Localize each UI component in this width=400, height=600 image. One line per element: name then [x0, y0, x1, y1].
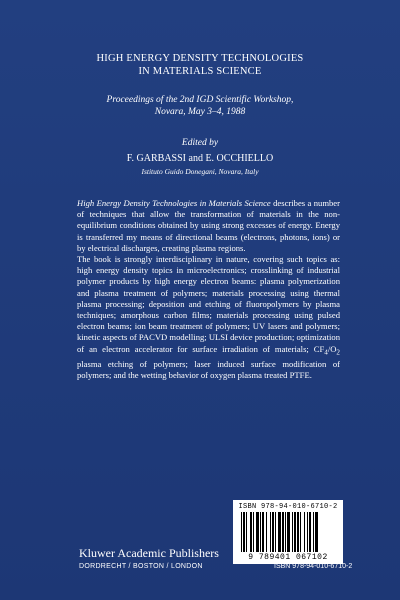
- formula-mid: /O: [327, 343, 337, 354]
- title-line-1: HIGH ENERGY DENSITY TECHNOLOGIES: [96, 53, 304, 64]
- barcode-number: 9 789401 067102: [248, 553, 328, 562]
- description-paragraph-1: [77, 198, 340, 254]
- cf-subscript: 4: [324, 348, 328, 357]
- publisher-cities: DORDRECHT / BOSTON / LONDON: [79, 563, 203, 570]
- description-paragraph-2-text-a: The book is strongly interdisciplinary in nature, covering such topics as: high energy density topics in microelectronics; crosslinking of industrial polymer products by high energy electron beams: plasma polymerization and plasma treatment of polymers; materials processing using thermal plasma processing; deposition and etching of fluoropolymers by plasma techniques; amorphous carbon films; materials processing using pulsed electron beams; ion beam treatment of polymers; UV lasers and polymers; kinetic aspects of PACVD modelling; ULSI device production; optimization of an electron accelerator for surface irradiation of materials; CF: [77, 254, 340, 354]
- barcode: [233, 500, 343, 564]
- o-subscript: 2: [336, 348, 340, 357]
- description-paragraph-1-text: describes a number of techniques that allow the transformation of materials in the non-equilibrium conditions obtained by using strong excesses of energy. Energy is transferred my means of directional beams (electrons, photons, ions) or by electrical discharges, creating plasma regions.: [77, 198, 340, 253]
- title-line-2: IN MATERIALS SCIENCE: [138, 66, 262, 77]
- editor-institute: Istituto Guido Donegani, Novara, Italy: [141, 167, 259, 176]
- barcode-bars-icon: [241, 512, 335, 552]
- editors: F. GARBASSI and E. OCCHIELLO: [126, 153, 274, 164]
- description-paragraph-2-text-b: plasma etching of polymers; laser induced surface modification of polymers; and the wetting behavior of oxygen plasma treated PTFE.: [77, 358, 340, 380]
- book-title-inline: High Energy Density Technologies in Materials Science: [77, 198, 271, 208]
- edited-by-label: Edited by: [181, 138, 219, 148]
- subtitle-line-1: Proceedings of the 2nd IGD Scientific Workshop,: [106, 95, 294, 105]
- subtitle-line-2: Novara, May 3–4, 1988: [154, 107, 246, 117]
- description-paragraph-2: [77, 254, 340, 381]
- description: [77, 198, 340, 381]
- book-subtitle: [0, 94, 400, 118]
- book-title: [0, 52, 400, 78]
- publisher-name: Kluwer Academic Publishers: [79, 546, 219, 560]
- barcode-isbn-text: ISBN 978-94-010-6710-2: [238, 503, 338, 511]
- isbn: ISBN 978-94-010-6710-2: [274, 563, 353, 570]
